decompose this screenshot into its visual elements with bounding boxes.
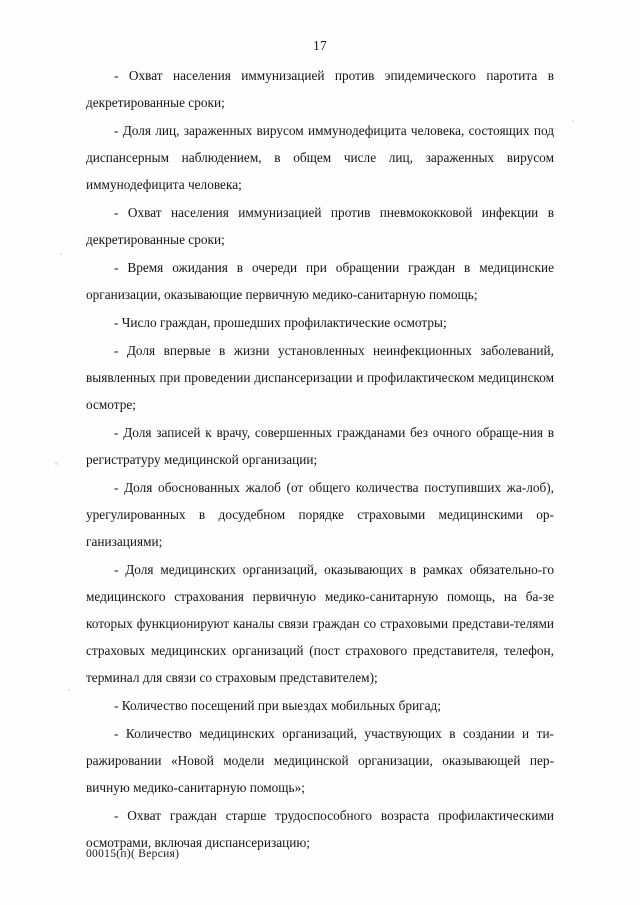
scan-speck bbox=[55, 462, 58, 465]
scan-speck bbox=[68, 689, 70, 691]
scan-speck bbox=[572, 120, 574, 122]
paragraph: - Охват населения иммунизацией против пневмококковой инфекции в декретированные сроки; bbox=[86, 205, 554, 248]
paragraph: - Время ожидания в очереди при обращении граждан в медицинские организации, оказывающие первичную медико-санитарную помощь; bbox=[86, 259, 554, 303]
paragraph: - Доля записей к врачу, совершенных гражданами без очного обраще-ния в регистратуру медицинской организации; bbox=[86, 424, 554, 467]
paragraph: - Охват граждан старше трудоспособного возраста профилактическими осмотрами, включая диспансеризацию; bbox=[86, 807, 554, 851]
paragraph: - Количество медицинских организаций, участвующих в создании и ти-ражировании «Новой модели медицинской организации, оказывающей пер-вичную медико-санитарную помощь»; bbox=[86, 725, 554, 796]
paragraph: - Доля медицинских организаций, оказывающих в рамках обязательно-го медицинского страхования первичную медико-санитарную помощь, на ба-зе которых функционируют каналы связи граждан со страховыми представи-телями страховых медицинских организаций (пост страхового представителя, телефон, терминал для связи со страховым представителем); bbox=[86, 561, 554, 686]
paragraph: - Число граждан, прошедших профилактические осмотры; bbox=[114, 314, 447, 330]
paragraph: - Доля обоснованных жалоб (от общего количества поступивших жа-лоб), урегулированных в досудебном порядке страховыми медицинскими ор-ганизациями; bbox=[86, 479, 554, 549]
page-number: 17 bbox=[313, 38, 327, 53]
paragraph: - Доля впервые в жизни установленных неинфекционных заболеваний, выявленных при проведении диспансеризации и профилактическом медицинском осмотре; bbox=[86, 342, 554, 412]
scan-speck bbox=[60, 253, 62, 255]
document-footer: 00015(п)( Версия) bbox=[86, 848, 180, 860]
paragraph: - Охват населения иммунизацией против эпидемического паротита в декретированные сроки; bbox=[86, 68, 554, 111]
document-body bbox=[86, 62, 554, 857]
paragraph: - Доля лиц, зараженных вирусом иммунодефицита человека, состоящих под диспансерным наблюдением, в общем числе лиц, зараженных вирусом иммунодефицита человека; bbox=[86, 122, 554, 193]
paragraph: - Количество посещений при выездах мобильных бригад; bbox=[114, 698, 441, 714]
